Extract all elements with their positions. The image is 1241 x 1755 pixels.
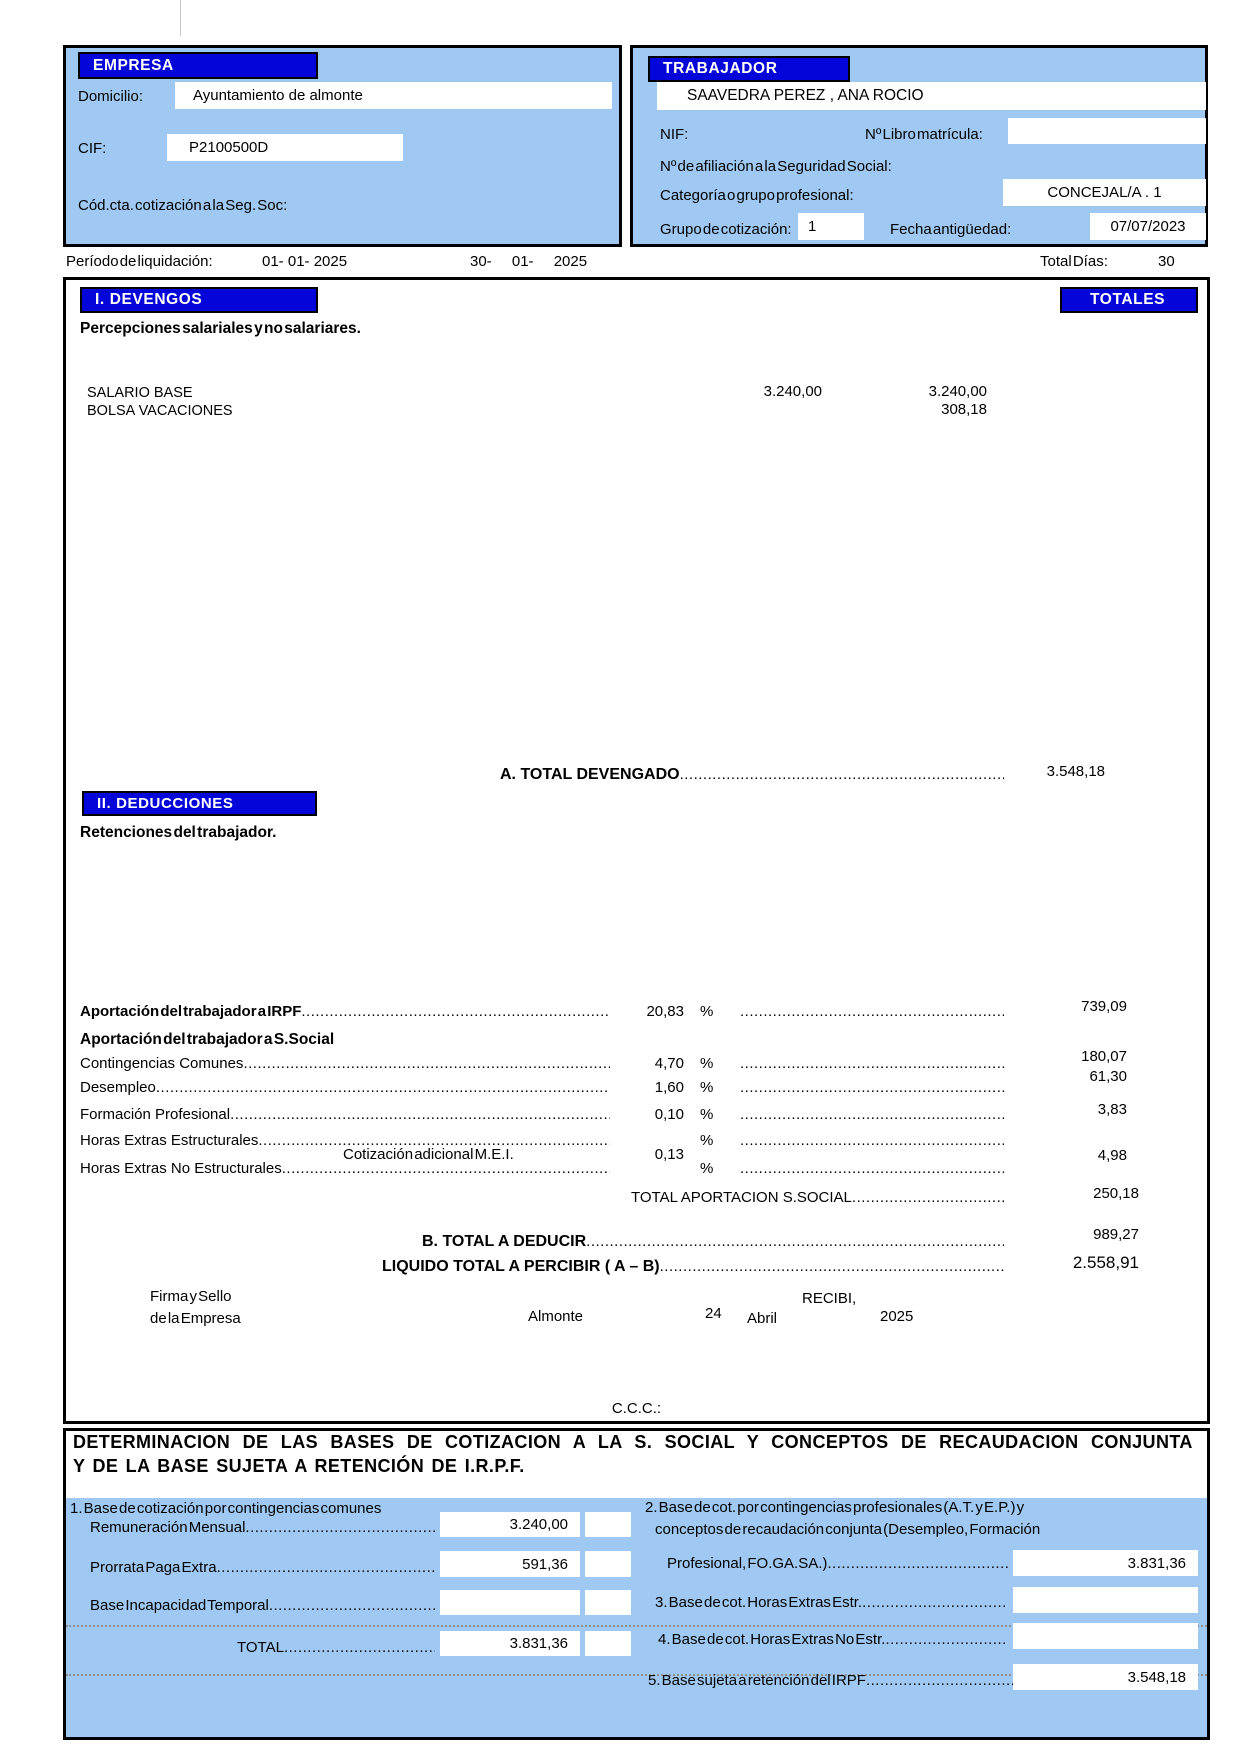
nombre-field: SAAVEDRA PEREZ , ANA ROCIO	[657, 82, 1206, 110]
total-devengado-label: A. TOTAL DEVENGADO	[500, 766, 680, 783]
deduction-label: Horas Extras No Estructurales	[80, 1160, 282, 1177]
dotted-leader	[740, 1079, 1004, 1097]
dotted-leader	[217, 1559, 435, 1576]
total-dias-label: Total Días:	[1040, 253, 1108, 270]
deduction-label: Aportación del trabajador a IRPF	[80, 1003, 302, 1020]
base1-label: Prorrata Paga Extra	[90, 1559, 217, 1576]
main-box	[63, 277, 1210, 1424]
categoria-field: CONCEJAL/A . 1	[1003, 179, 1206, 206]
base1-row	[90, 1597, 435, 1614]
antiguedad-field: 07/07/2023	[1090, 213, 1206, 240]
cuenta-cotizacion-label: Cód.cta. cotización a la Seg. Soc:	[78, 197, 288, 214]
base5-row	[648, 1672, 1013, 1689]
percent-sign: %	[700, 1160, 714, 1177]
total-dias-value: 30	[1158, 253, 1175, 270]
nif-label: NIF:	[660, 126, 689, 143]
base1-value-field: 3.240,00	[440, 1512, 580, 1537]
liquido-value: 2.558,91	[1072, 1253, 1139, 1272]
mei-label: Cotización adicional M.E.I.	[337, 1146, 520, 1163]
deduction-amount: 3,83	[1097, 1101, 1127, 1118]
deduction-amount: 180,07	[1081, 1048, 1127, 1065]
total-deducir-row	[422, 1233, 1004, 1251]
deduction-pct: 1,60	[654, 1079, 684, 1096]
base1-value-field: 591,36	[440, 1551, 580, 1577]
cif-label: CIF:	[78, 140, 107, 157]
mei-pct: 0,13	[654, 1146, 684, 1163]
deducciones-header: II. DEDUCCIONES	[82, 791, 317, 816]
base3-row	[655, 1594, 1008, 1611]
deduction-pct: 0,10	[654, 1106, 684, 1123]
periodo-label: Período de liquidación:	[66, 253, 213, 270]
percent-sign: %	[700, 1079, 714, 1096]
base1-label: Base Incapacidad Temporal	[90, 1597, 269, 1614]
base2-line1: 2. Base de cot. por contingencias profesionales (A.T. y E.P.) y	[645, 1499, 1025, 1516]
liquido-row	[382, 1258, 1004, 1276]
base5-label: 5. Base sujeta a retención del IRPF	[648, 1672, 866, 1689]
spacer-cell	[585, 1551, 631, 1577]
totales-header: TOTALES	[1060, 287, 1198, 313]
fecha-dia: 24	[705, 1305, 722, 1322]
domicilio-field: Ayuntamiento de almonte	[175, 82, 612, 109]
base1-row	[90, 1519, 435, 1536]
deduction-label: Desempleo	[80, 1079, 156, 1096]
deduction-row	[80, 1079, 610, 1096]
grupo-cotizacion-label: Grupo de cotización:	[660, 221, 792, 238]
base1-value-field	[440, 1590, 580, 1615]
total-devengado-row	[500, 766, 1004, 784]
percent-sign: %	[700, 1003, 714, 1020]
dotted-leader	[852, 1189, 1004, 1206]
percent-sign: %	[700, 1106, 714, 1123]
base3-value-field	[1013, 1587, 1198, 1613]
base2-row	[667, 1555, 1008, 1572]
dotted-leader	[740, 1055, 1004, 1073]
bases-title-line1: DETERMINACION DE LAS BASES DE COTIZACION A LA S. SOCIAL Y CONCEPTOS DE RECAUDACION CONJUNTA	[73, 1432, 1193, 1452]
trabajador-header: TRABAJADOR	[648, 56, 850, 82]
afiliacion-label: Nº de afiliación a la Seguridad Social:	[660, 158, 892, 175]
retenciones-subtitle: Retenciones del trabajador.	[80, 824, 277, 841]
total-deducir-label: B. TOTAL A DEDUCIR	[422, 1233, 587, 1250]
ccc-label: C.C.C.:	[611, 1400, 662, 1417]
firma-sello-line1: Firma y Sello	[150, 1288, 232, 1305]
cif-field: P2100500D	[167, 134, 403, 161]
spacer-cell	[585, 1512, 631, 1537]
dotted-leader	[866, 1672, 1013, 1689]
total-ss-value: 250,18	[1093, 1185, 1139, 1202]
deduction-label: Formación Profesional	[80, 1106, 231, 1123]
deduction-label: Contingencias Comunes	[80, 1055, 244, 1072]
fecha-anio: 2025	[880, 1308, 914, 1325]
antiguedad-label: Fecha antigüedad:	[890, 221, 1012, 238]
earning-total: 3.240,00	[928, 383, 987, 400]
base2-line3: Profesional, FO.GA.SA.)	[667, 1555, 828, 1572]
earning-amount: 3.240,00	[763, 383, 822, 400]
base4-row	[658, 1631, 1008, 1648]
deduction-amount: 61,30	[1089, 1068, 1127, 1085]
base1-row	[90, 1559, 435, 1576]
dotted-leader	[245, 1519, 435, 1536]
base1-label: Remuneración Mensual	[90, 1519, 246, 1536]
total-devengado-value: 3.548,18	[1046, 763, 1105, 780]
libro-matricula-field	[1008, 118, 1206, 144]
dotted-leader	[284, 1639, 435, 1656]
base1-total-field: 3.831,36	[440, 1631, 580, 1656]
dotted-leader	[862, 1594, 1008, 1611]
earning-concept: SALARIO BASE	[87, 385, 193, 401]
base1-title: 1. Base de cotización por contingencias comunes	[70, 1500, 382, 1517]
spacer-cell	[585, 1631, 631, 1656]
total-deducir-value: 989,27	[1093, 1226, 1139, 1243]
deduction-row	[80, 1160, 610, 1177]
empresa-header: EMPRESA	[78, 52, 318, 79]
dotted-leader	[740, 1160, 1004, 1178]
categoria-label: Categoría o grupo profesional:	[660, 187, 854, 204]
deduction-label: Horas Extras Estructurales	[80, 1132, 259, 1149]
dotted-leader	[827, 1555, 1008, 1572]
base1-total-row	[237, 1639, 435, 1656]
mei-amount: 4,98	[1097, 1147, 1127, 1164]
earning-total: 308,18	[941, 401, 987, 418]
domicilio-label: Domicilio:	[78, 88, 144, 105]
libro-matricula-label: Nº Libro matrícula:	[865, 126, 983, 143]
firma-sello-line2: de la Empresa	[150, 1310, 241, 1327]
liquido-label: LIQUIDO TOTAL A PERCIBIR ( A – B)	[382, 1258, 660, 1275]
percepciones-subtitle: Percepciones salariales y no salariares.	[80, 320, 361, 337]
dotted-leader	[243, 1055, 610, 1072]
deduction-amount: 739,09	[1081, 998, 1127, 1015]
fecha-mes: Abril	[747, 1310, 778, 1327]
deduction-row	[80, 1055, 610, 1072]
deduction-pct: 4,70	[654, 1055, 684, 1072]
grupo-cotizacion-field: 1	[798, 213, 864, 240]
dotted-leader	[230, 1106, 610, 1123]
dotted-leader	[680, 766, 1004, 783]
deduction-row	[80, 1106, 610, 1123]
base4-value-field	[1013, 1623, 1198, 1649]
base3-label: 3. Base de cot. Horas Extras Estr.	[655, 1594, 863, 1611]
earning-concept: BOLSA VACACIONES	[87, 403, 233, 419]
base5-value-field: 3.548,18	[1013, 1664, 1198, 1690]
periodo-fin: 30- 01- 2025	[470, 253, 588, 270]
ss-section-label: Aportación del trabajador a S.Social	[80, 1031, 335, 1048]
base2-line2: conceptos de recaudación conjunta (Desempleo, Formación	[655, 1521, 1041, 1538]
dotted-leader	[740, 1132, 1004, 1150]
recibi-label: RECIBI,	[802, 1290, 857, 1307]
dotted-leader	[660, 1258, 1004, 1275]
scan-artifact-line	[180, 0, 181, 36]
base4-label: 4. Base de cot. Horas Extras No Estr.	[658, 1631, 886, 1648]
dotted-leader	[586, 1233, 1004, 1250]
dotted-leader	[269, 1597, 435, 1614]
dotted-leader	[282, 1160, 610, 1177]
percent-sign: %	[700, 1055, 714, 1072]
dotted-leader	[156, 1079, 610, 1096]
percent-sign: %	[700, 1132, 714, 1149]
bases-title-line2: Y DE LA BASE SUJETA A RETENCIÓN DE I.R.P.F.	[73, 1456, 525, 1476]
base1-total-label: TOTAL	[237, 1639, 284, 1656]
periodo-inicio: 01- 01- 2025	[262, 253, 348, 270]
deduction-pct: 20,83	[646, 1003, 684, 1020]
base2-value-field: 3.831,36	[1013, 1550, 1198, 1576]
dotted-leader	[301, 1003, 610, 1020]
dotted-leader	[740, 1106, 1004, 1124]
devengos-header: I. DEVENGOS	[80, 287, 318, 313]
dotted-leader	[740, 1003, 1004, 1021]
deduction-row-irpf	[80, 1003, 610, 1020]
fecha-lugar: Almonte	[528, 1308, 584, 1325]
total-ss-label: TOTAL APORTACION S.SOCIAL	[631, 1189, 852, 1206]
total-ss-row	[631, 1189, 1004, 1206]
spacer-cell	[585, 1590, 631, 1615]
dotted-leader	[885, 1631, 1008, 1648]
